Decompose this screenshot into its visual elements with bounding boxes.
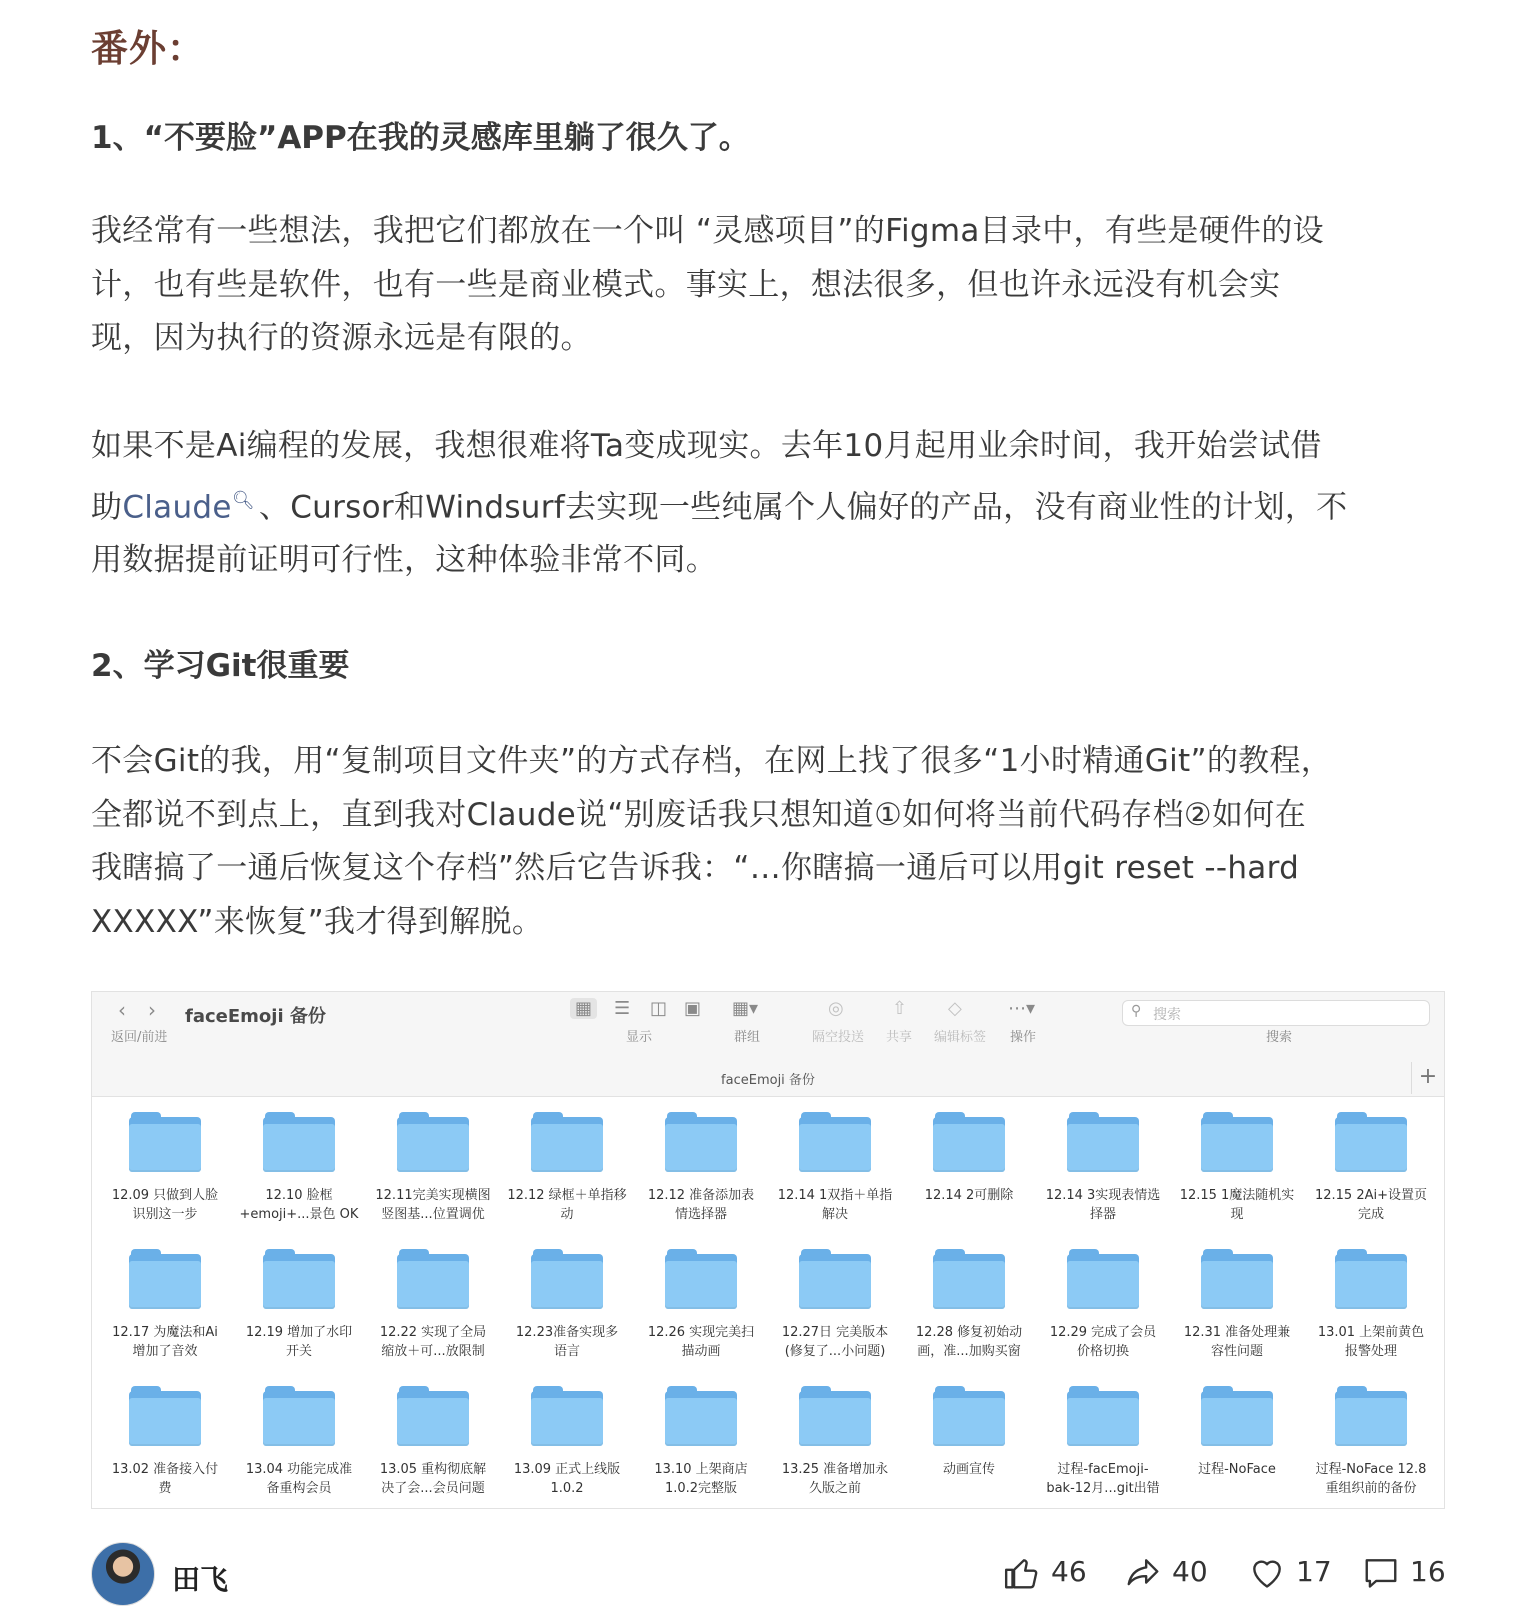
folder-label bbox=[634, 1460, 768, 1498]
folder-item[interactable] bbox=[902, 1112, 1036, 1205]
avatar[interactable] bbox=[91, 1542, 155, 1606]
folder-icon bbox=[665, 1249, 737, 1309]
search-icon[interactable]: 🔍︎ bbox=[231, 489, 255, 511]
paragraph-line: 我经常有一些想法，我把它们都放在一个叫 “灵感项目”的Figma目录中，有些是硬件的设 bbox=[91, 213, 1324, 249]
grid-view-icon[interactable]: ▦ bbox=[570, 998, 597, 1019]
share-icon[interactable]: ⇧ bbox=[892, 998, 908, 1019]
paragraph-line: 现，因为执行的资源永远是有限的。 bbox=[91, 320, 592, 356]
folder-icon bbox=[1335, 1112, 1407, 1172]
folder-label bbox=[500, 1460, 634, 1498]
folder-label bbox=[232, 1460, 366, 1498]
folder-label-line: 12.28 修复初始动 bbox=[915, 1325, 1023, 1340]
search-placeholder: 搜索 bbox=[1153, 1007, 1181, 1023]
folder-label-line: bak-12月...git出错 bbox=[1046, 1481, 1160, 1496]
folder-icon bbox=[263, 1112, 335, 1172]
folder-label-line: 12.10 脸框 bbox=[265, 1188, 333, 1203]
folder-icon bbox=[1067, 1249, 1139, 1309]
folder-icon bbox=[1335, 1249, 1407, 1309]
folder-label-line: 动 bbox=[560, 1207, 574, 1222]
paragraph-line: 如果不是Ai编程的发展，我想很难将Ta变成现实。去年10月起用业余时间，我开始尝试借 bbox=[91, 428, 1322, 464]
folder-label-line: 增加了音效 bbox=[132, 1344, 198, 1359]
folder-item[interactable] bbox=[1036, 1386, 1170, 1498]
finder-toolbar bbox=[92, 992, 1444, 1061]
folder-label-line: 12.26 实现完美扫 bbox=[647, 1325, 755, 1340]
folder-icon bbox=[263, 1386, 335, 1446]
folder-label-line: 12.22 实现了全局 bbox=[379, 1325, 487, 1340]
folder-label bbox=[1304, 1460, 1438, 1498]
folder-label-line: 久版之前 bbox=[808, 1481, 861, 1496]
folder-label bbox=[768, 1460, 902, 1498]
folder-item[interactable] bbox=[366, 1386, 500, 1498]
folder-label bbox=[1036, 1323, 1170, 1361]
folder-icon bbox=[1335, 1386, 1407, 1446]
favorite-count: 17 bbox=[1296, 1555, 1332, 1588]
folder-label-line: 13.05 重构彻底解 bbox=[379, 1462, 487, 1477]
magnifier-icon: ⚲ bbox=[1131, 1003, 1142, 1019]
folder-icon bbox=[129, 1386, 201, 1446]
folder-item[interactable] bbox=[232, 1112, 366, 1224]
folder-icon bbox=[933, 1112, 1005, 1172]
folder-label-line: 现 bbox=[1230, 1207, 1244, 1222]
folder-label-line: +emoji+...景色 OK bbox=[239, 1207, 359, 1222]
folder-label bbox=[1170, 1323, 1304, 1361]
folder-label-line: 12.23准备实现多 bbox=[515, 1325, 619, 1340]
folder-label bbox=[1304, 1186, 1438, 1224]
folder-icon bbox=[933, 1249, 1005, 1309]
folder-label-line: 识别这一步 bbox=[132, 1207, 198, 1222]
folder-label bbox=[232, 1186, 366, 1224]
folder-icon bbox=[799, 1386, 871, 1446]
folder-icon bbox=[397, 1386, 469, 1446]
paragraph-line: 我瞎搞了一通后恢复这个存档”然后它告诉我：“…你瞎搞一通后可以用git reset --hard bbox=[91, 850, 1300, 886]
paragraph-line: 全都说不到点上，直到我对Claude说“别废话我只想知道①如何将当前代码存档②如何在 bbox=[91, 796, 1306, 833]
list-view-icon[interactable]: ☰ bbox=[614, 998, 631, 1019]
finder-window-screenshot bbox=[91, 991, 1445, 1509]
folder-item[interactable] bbox=[500, 1386, 634, 1498]
folder-label bbox=[768, 1186, 902, 1224]
folder-label-line: 过程-NoFace 12.8 bbox=[1315, 1462, 1427, 1477]
folder-item[interactable] bbox=[902, 1249, 1036, 1361]
heart-icon bbox=[1248, 1554, 1286, 1592]
folder-item[interactable] bbox=[634, 1112, 768, 1224]
folder-label-line: 价格切换 bbox=[1076, 1344, 1129, 1359]
author-name[interactable]: 田飞 bbox=[172, 1563, 229, 1596]
folder-label bbox=[902, 1323, 1036, 1361]
folder-label-line: 12.14 3实现表情选 bbox=[1045, 1188, 1161, 1203]
folder-label-line: 解决 bbox=[821, 1207, 848, 1222]
folder-label-line: 备重构会员 bbox=[266, 1481, 332, 1496]
folder-label bbox=[768, 1323, 902, 1361]
section-1-paragraph-1 bbox=[91, 205, 1443, 366]
folder-icon bbox=[531, 1249, 603, 1309]
folder-label-line: 决了会...会员问题 bbox=[381, 1481, 485, 1496]
folder-label bbox=[1036, 1460, 1170, 1498]
favorite-button[interactable] bbox=[1248, 1554, 1332, 1592]
folder-label bbox=[98, 1323, 232, 1361]
folder-label bbox=[902, 1186, 1036, 1205]
section-1-title: 1、“不要脸”APP在我的灵感库里躺了很久了。 bbox=[91, 120, 750, 156]
folder-item[interactable] bbox=[98, 1249, 232, 1361]
folder-item[interactable] bbox=[1170, 1112, 1304, 1224]
folder-item[interactable] bbox=[902, 1386, 1036, 1479]
paragraph-line: 用数据提前证明可行性，这种体验非常不同。 bbox=[91, 542, 717, 579]
folder-label-line: 13.01 上架前黄色 bbox=[1317, 1325, 1425, 1340]
folder-label-line: 画，准...加购买窗 bbox=[917, 1344, 1021, 1359]
folder-icon bbox=[129, 1249, 201, 1309]
folder-item[interactable] bbox=[1170, 1386, 1304, 1479]
folder-item[interactable] bbox=[98, 1112, 232, 1224]
folder-icon bbox=[263, 1249, 335, 1309]
add-tab-button[interactable]: + bbox=[1411, 1062, 1444, 1094]
column-view-icon[interactable]: ◫ bbox=[650, 998, 668, 1019]
folder-label-line: 12.29 完成了会员 bbox=[1049, 1325, 1157, 1340]
folder-label-line: 13.25 准备增加永 bbox=[781, 1462, 889, 1477]
tag-icon[interactable]: ◇ bbox=[948, 998, 962, 1019]
like-count: 46 bbox=[1051, 1555, 1087, 1588]
paragraph-line: 计，也有些是软件，也有一些是商业模式。事实上，想法很多，但也许永远没有机会实 bbox=[91, 266, 1281, 303]
path-bar bbox=[92, 1060, 1444, 1097]
folder-item[interactable] bbox=[1036, 1112, 1170, 1224]
action-menu-icon[interactable]: ⋯▾ bbox=[1008, 998, 1036, 1019]
tags-label: 编辑标签 bbox=[934, 1030, 987, 1045]
folder-label-line: 1.0.2完整版 bbox=[664, 1481, 738, 1496]
folder-item[interactable] bbox=[1036, 1249, 1170, 1361]
folder-label bbox=[232, 1323, 366, 1361]
folder-label-line: 开关 bbox=[285, 1344, 312, 1359]
folder-label-line: 过程-facEmoji- bbox=[1057, 1462, 1149, 1477]
extra-heading: 番外： bbox=[91, 27, 205, 70]
search-label: 搜索 bbox=[1266, 1030, 1293, 1045]
folder-label-line: 情选择器 bbox=[674, 1207, 727, 1222]
folder-label bbox=[1170, 1460, 1304, 1479]
folder-label bbox=[1170, 1186, 1304, 1224]
share-count: 40 bbox=[1172, 1555, 1208, 1588]
folder-label bbox=[500, 1323, 634, 1361]
paragraph-text: 、Cursor和Windsurf去实现一些纯属个人偏好的产品，没有商业性的计划，不 bbox=[258, 488, 1348, 525]
group-icon[interactable]: ▦▾ bbox=[732, 998, 759, 1019]
section-2-title: 2、学习Git很重要 bbox=[91, 648, 350, 684]
airdrop-icon[interactable]: ◎ bbox=[828, 998, 844, 1019]
folder-label-line: 12.17 为魔法和Ai bbox=[112, 1325, 218, 1340]
back-arrow-icon[interactable]: ‹ bbox=[118, 998, 126, 1022]
thumbs-up-icon bbox=[1003, 1554, 1041, 1592]
folder-icon bbox=[665, 1386, 737, 1446]
folder-label-line: 12.27日 完美版本 bbox=[781, 1325, 889, 1340]
folder-label bbox=[98, 1460, 232, 1498]
folder-icon bbox=[799, 1249, 871, 1309]
view-label: 显示 bbox=[626, 1030, 653, 1045]
paragraph-line bbox=[91, 474, 1443, 535]
folder-label bbox=[366, 1460, 500, 1498]
folder-item[interactable] bbox=[1304, 1386, 1438, 1498]
folder-item[interactable] bbox=[1304, 1249, 1438, 1361]
folder-label-line: 13.09 正式上线版 bbox=[513, 1462, 621, 1477]
like-button[interactable] bbox=[1003, 1554, 1087, 1592]
folder-label-line: 费 bbox=[158, 1481, 172, 1496]
airdrop-label: 隔空投送 bbox=[812, 1030, 865, 1045]
folder-label-line: 择器 bbox=[1089, 1207, 1116, 1222]
section-2-paragraph bbox=[91, 735, 1443, 949]
claude-link[interactable]: Claude bbox=[122, 488, 232, 525]
folder-label-line: 重组织前的备份 bbox=[1325, 1481, 1417, 1496]
folder-item[interactable] bbox=[366, 1249, 500, 1361]
folder-icon bbox=[129, 1112, 201, 1172]
folder-item[interactable] bbox=[366, 1112, 500, 1224]
folder-icon bbox=[531, 1386, 603, 1446]
folder-label bbox=[634, 1323, 768, 1361]
folder-item[interactable] bbox=[232, 1386, 366, 1498]
folder-icon bbox=[665, 1112, 737, 1172]
folder-item[interactable] bbox=[634, 1249, 768, 1361]
folder-icon bbox=[397, 1112, 469, 1172]
window-title: faceEmoji 备份 bbox=[185, 1006, 326, 1027]
folder-icon bbox=[397, 1249, 469, 1309]
search-input[interactable] bbox=[1122, 1000, 1430, 1026]
share-arrow-icon bbox=[1124, 1554, 1162, 1592]
folder-label-line: 缩放＋可...放限制 bbox=[381, 1344, 485, 1359]
folder-label-line: 容性问题 bbox=[1210, 1344, 1263, 1359]
folder-label-line: 12.15 2Ai+设置页 bbox=[1314, 1188, 1428, 1203]
folder-label-line: 1.0.2 bbox=[550, 1481, 584, 1496]
action-label: 操作 bbox=[1010, 1030, 1037, 1045]
folder-label bbox=[634, 1186, 768, 1224]
folder-label-line: 过程-NoFace bbox=[1198, 1462, 1276, 1477]
folder-item[interactable] bbox=[768, 1112, 902, 1224]
folder-label-line: 12.31 准备处理兼 bbox=[1183, 1325, 1291, 1340]
folder-label-line: 12.19 增加了水印 bbox=[245, 1325, 353, 1340]
section-1-paragraph-2 bbox=[91, 420, 1443, 588]
folder-label-line: 12.12 绿框＋单指移 bbox=[507, 1188, 627, 1203]
folder-item[interactable] bbox=[500, 1249, 634, 1361]
path-title: faceEmoji 备份 bbox=[721, 1073, 815, 1088]
folder-label-line: 报警处理 bbox=[1344, 1344, 1397, 1359]
folder-label-line: 语言 bbox=[553, 1344, 580, 1359]
folder-label-line: 动画宣传 bbox=[942, 1462, 995, 1477]
folder-label bbox=[98, 1186, 232, 1224]
paragraph-text: 助 bbox=[91, 488, 123, 525]
folder-label-line: 13.04 功能完成准 bbox=[245, 1462, 353, 1477]
folder-item[interactable] bbox=[768, 1386, 902, 1498]
folder-label bbox=[902, 1460, 1036, 1479]
folder-icon bbox=[799, 1112, 871, 1172]
folder-label-line: 13.10 上架商店 bbox=[654, 1462, 748, 1477]
folder-label-line: 竖图基...位置调优 bbox=[381, 1207, 485, 1222]
folder-item[interactable] bbox=[768, 1249, 902, 1361]
folder-icon bbox=[1201, 1112, 1273, 1172]
folder-label-line: 描动画 bbox=[681, 1344, 721, 1359]
folder-icon bbox=[531, 1112, 603, 1172]
folder-item[interactable] bbox=[634, 1386, 768, 1498]
folder-label bbox=[366, 1186, 500, 1224]
post-footer bbox=[0, 1540, 1526, 1624]
share-button[interactable] bbox=[1124, 1554, 1208, 1592]
folder-label bbox=[1304, 1323, 1438, 1361]
folder-label-line: (修复了...小问题) bbox=[784, 1344, 886, 1359]
paragraph-line: 不会Git的我，用“复制项目文件夹”的方式存档，在网上找了很多“1小时精通Git”的教程， bbox=[91, 743, 1333, 779]
folder-label-line: 12.14 1双指＋单指 bbox=[777, 1188, 893, 1203]
folder-label-line: 12.12 准备添加表 bbox=[647, 1188, 755, 1203]
comment-count: 16 bbox=[1410, 1555, 1446, 1588]
folder-item[interactable] bbox=[232, 1249, 366, 1361]
folder-icon bbox=[1201, 1249, 1273, 1309]
folder-item[interactable] bbox=[500, 1112, 634, 1224]
comment-bubble-icon bbox=[1362, 1554, 1400, 1592]
folder-label bbox=[500, 1186, 634, 1224]
folder-icon bbox=[1067, 1386, 1139, 1446]
paragraph-line: XXXXX”来恢复”我才得到解脱。 bbox=[91, 903, 544, 940]
group-label: 群组 bbox=[734, 1030, 761, 1045]
folder-icon bbox=[933, 1386, 1005, 1446]
folder-item[interactable] bbox=[98, 1386, 232, 1498]
forward-arrow-icon[interactable]: › bbox=[148, 998, 156, 1022]
folder-label-line: 12.14 2可删除 bbox=[924, 1188, 1014, 1203]
folder-label-line: 12.09 只做到人脸 bbox=[111, 1188, 219, 1203]
folder-icon bbox=[1067, 1112, 1139, 1172]
share-label: 共享 bbox=[886, 1030, 913, 1045]
folder-icon bbox=[1201, 1386, 1273, 1446]
folder-label-line: 12.11完美实现横图 bbox=[375, 1188, 491, 1203]
gallery-view-icon[interactable]: ▣ bbox=[684, 998, 702, 1019]
folder-label-line: 12.15 1魔法随机实 bbox=[1179, 1188, 1295, 1203]
nav-label: 返回/前进 bbox=[111, 1030, 168, 1045]
folder-label-line: 完成 bbox=[1357, 1207, 1384, 1222]
folder-label bbox=[1036, 1186, 1170, 1224]
folder-label-line: 13.02 准备接入付 bbox=[111, 1462, 219, 1477]
comment-button[interactable] bbox=[1362, 1554, 1446, 1592]
folder-label bbox=[366, 1323, 500, 1361]
folder-item[interactable] bbox=[1170, 1249, 1304, 1361]
folder-item[interactable] bbox=[1304, 1112, 1438, 1224]
